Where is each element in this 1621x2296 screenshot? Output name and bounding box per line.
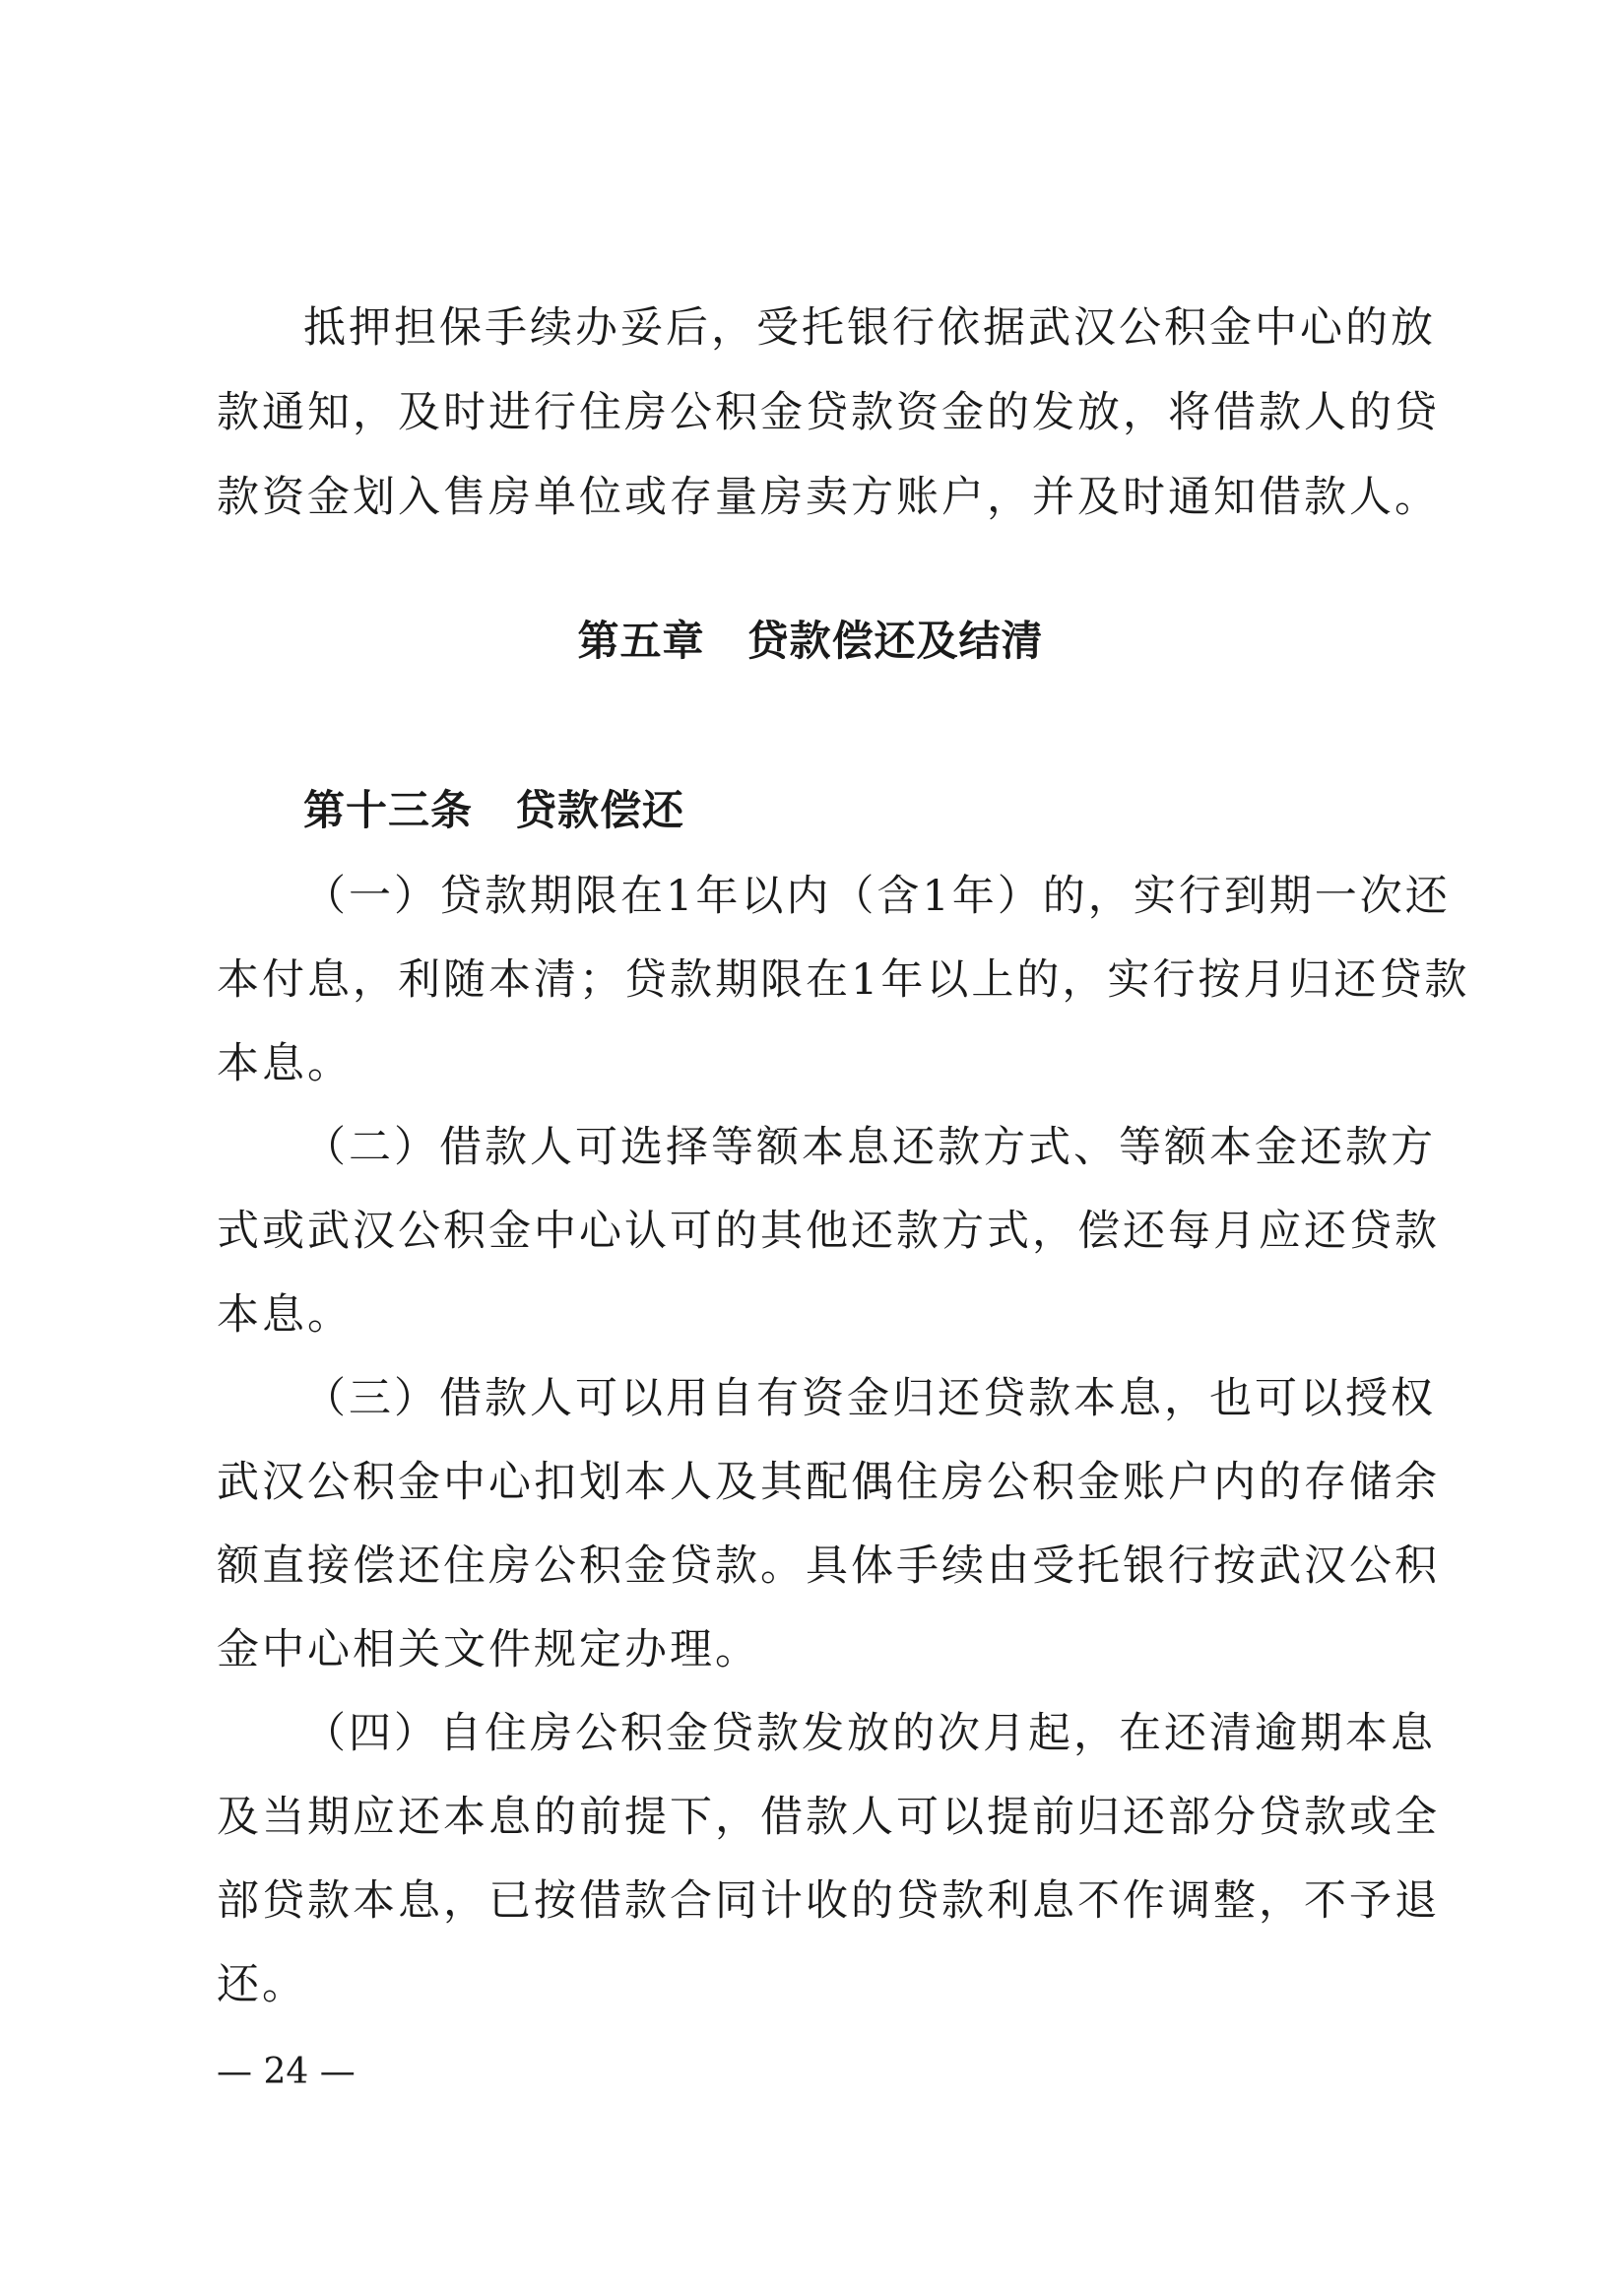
item-3-line-3: 额直接偿还住房公积金贷款。具体手续由受托银行按武汉公积 [217,1542,1440,1591]
item-2-line-1: （二）借款人可选择等额本息还款方式、等额本金还款方 [303,1123,1436,1172]
item-4-line-1: （四）自住房公积金贷款发放的次月起，在还清逾期本息 [303,1709,1436,1758]
item-2-line-2: 式或武汉公积金中心认可的其他还款方式，偿还每月应还贷款 [217,1207,1440,1256]
item-1-line-3: 本息。 [217,1039,353,1088]
page-number: — 24 — [217,2052,356,2092]
paragraph-1-line-2: 款通知，及时进行住房公积金贷款资金的发放，将借款人的贷 [217,388,1440,437]
paragraph-1-line-1: 抵押担保手续办妥后，受托银行依据武汉公积金中心的放 [303,303,1436,353]
item-4-line-4: 还。 [217,1960,307,2009]
article-heading: 第十三条 贷款偿还 [303,786,685,834]
item-3-line-2: 武汉公积金中心扣划本人及其配偶住房公积金账户内的存储余 [217,1458,1440,1507]
item-4-line-3: 部贷款本息，已按借款合同计收的贷款利息不作调整，不予退 [217,1876,1440,1926]
chapter-heading: 第五章 贷款偿还及结清 [577,617,1044,665]
item-2-line-3: 本息。 [217,1290,353,1340]
item-4-line-2: 及当期应还本息的前提下，借款人可以提前归还部分贷款或全 [217,1793,1440,1842]
item-1-line-1: （一）贷款期限在1年以内（含1年）的，实行到期一次还 [303,872,1451,921]
item-1-line-2: 本付息，利随本清；贷款期限在1年以上的，实行按月归还贷款 [217,955,1470,1005]
paragraph-1-line-3: 款资金划入售房单位或存量房卖方账户，并及时通知借款人。 [217,473,1440,522]
item-3-line-4: 金中心相关文件规定办理。 [217,1625,760,1674]
item-3-line-1: （三）借款人可以用自有资金归还贷款本息，也可以授权 [303,1374,1436,1423]
